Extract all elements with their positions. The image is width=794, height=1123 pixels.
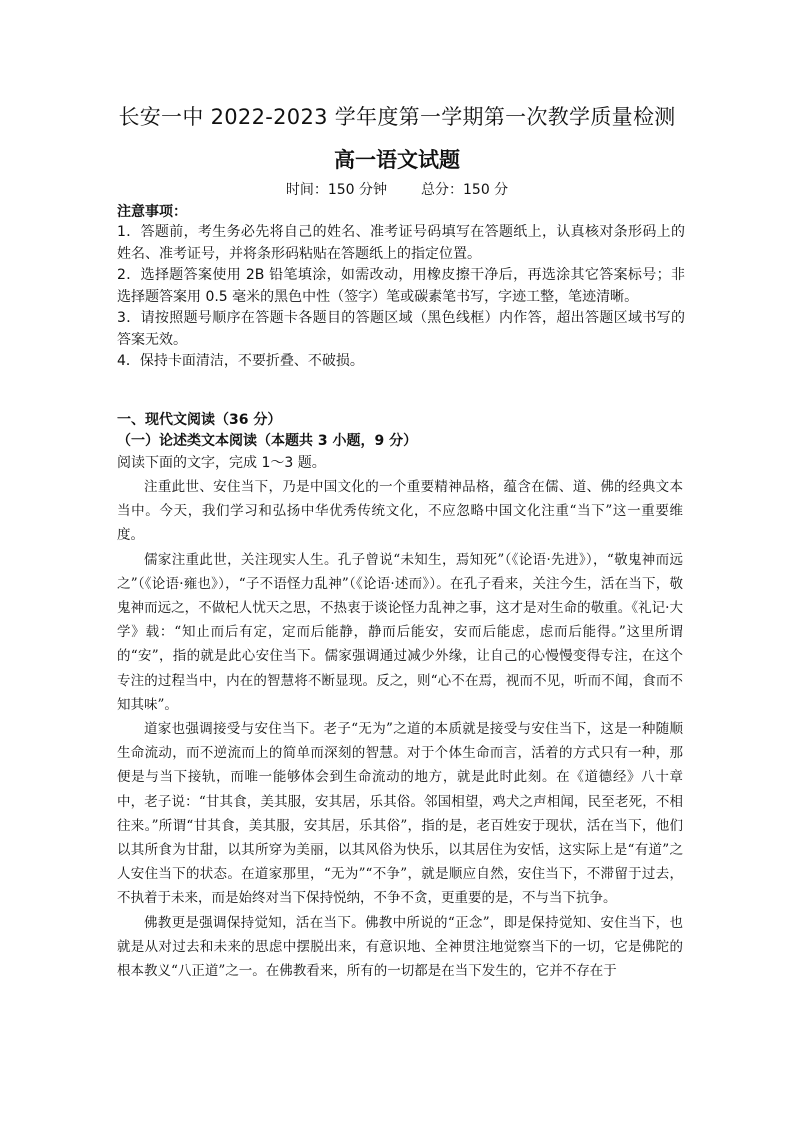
exam-time: 时间：150 分钟 — [285, 182, 387, 198]
notice-item: 4．保持卡面清洁，不要折叠、不破损。 — [117, 353, 364, 369]
exam-meta — [0, 180, 794, 200]
notice-item: 3．请按照题号顺序在答题卡各题目的答题区域（黑色线框）内作答，超出答题区域书写的答案无效。 — [117, 310, 685, 348]
passage-paragraph: 儒家注重此世，关注现实人生。孔子曾说“未知生，焉知死”（《论语·先进》），“敬鬼神而远之”（《论语·雍也》），“子不语怪力乱神”（《论语·述而》）。在孔子看来，关注今生，活在当下，敬鬼神而远之，不做杞人忧天之思，不热衷于谈论怪力乱神之事，这才是对生命的敬重。《礼记·大学》载：“知止而后有定，定而后能静，静而后能安，安而后能虑，虑而后能得。”这里所谓的“安”，指的就是此心安住当下。儒家强调通过减少外缘，让自己的心慢慢变得专注，在这个专注的过程当中，内在的智慧将不断显现。反之，则“心不在焉，视而不见，听而不闻，食而不知其味”。 — [117, 551, 683, 713]
passage-paragraph: 道家也强调接受与安住当下。老子“无为”之道的本质就是接受与安住当下，这是一种随顺生命流动，而不逆流而上的简单而深刻的智慧。对于个体生命而言，活着的方式只有一种，那便是与当下接轨，而唯一能够体会到生命流动的地方，就是此时此刻。在《道德经》八十章中，老子说：“甘其食，美其服，安其居，乐其俗。邻国相望，鸡犬之声相闻，民至老死，不相往来。”所谓“甘其食，美其服，安其居，乐其俗”，指的是，老百姓安于现状，活在当下，他们以其所食为甘甜，以其所穿为美丽，以其风俗为快乐，以其居住为安恬，这实际上是“有道”之人安住当下的状态。在道家那里，“无为”“不争”，就是顺应自然，安住当下，不滞留于过去，不执着于未来，而是始终对当下保持悦纳，不争不贪，更重要的是，不与当下抗争。 — [117, 721, 683, 907]
reading-instruction: 阅读下面的文字，完成 1～3 题。 — [117, 455, 326, 471]
notice-item: 2．选择题答案使用 2B 铅笔填涂，如需改动，用橡皮擦干净后，再选涂其它答案标号；非选择题答案用 0.5 毫米的黑色中性（签字）笔或碳素笔书写，字迹工整，笔迹清晰。 — [117, 267, 685, 305]
passage-paragraph: 佛教更是强调保持觉知，活在当下。佛教中所说的“正念”，即是保持觉知、安住当下，也就是从对过去和未来的思虑中摆脱出来，有意识地、全神贯注地觉察当下的一切，它是佛陀的根本教义“八正道”之一。在佛教看来，所有的一切都是在当下发生的，它并不存在于 — [117, 914, 683, 980]
passage-paragraph: 注重此世、安住当下，乃是中国文化的一个重要精神品格，蕴含在儒、道、佛的经典文本当中。今天，我们学习和弘扬中华优秀传统文化，不应忽略中国文化注重“当下”这一重要维度。 — [117, 479, 683, 544]
exam-title: 长安一中 2022-2023 学年度第一学期第一次教学质量检测 — [118, 105, 676, 129]
subsection-heading: （一）论述类文本阅读（本题共 3 小题，9 分） — [117, 433, 418, 449]
exam-total-score: 总分：150 分 — [421, 182, 509, 198]
notice-list — [117, 222, 685, 373]
notice-item: 1．答题前，考生务必先将自己的姓名、准考证号码填写在答题纸上，认真核对条形码上的姓名、准考证号，并将条形码粘贴在答题纸上的指定位置。 — [117, 224, 685, 262]
exam-subtitle: 高一语文试题 — [334, 148, 460, 172]
reading-passage — [117, 475, 683, 983]
notice-heading: 注意事项： — [117, 204, 187, 220]
section-heading: 一、现代文阅读（36 分） — [117, 412, 282, 428]
